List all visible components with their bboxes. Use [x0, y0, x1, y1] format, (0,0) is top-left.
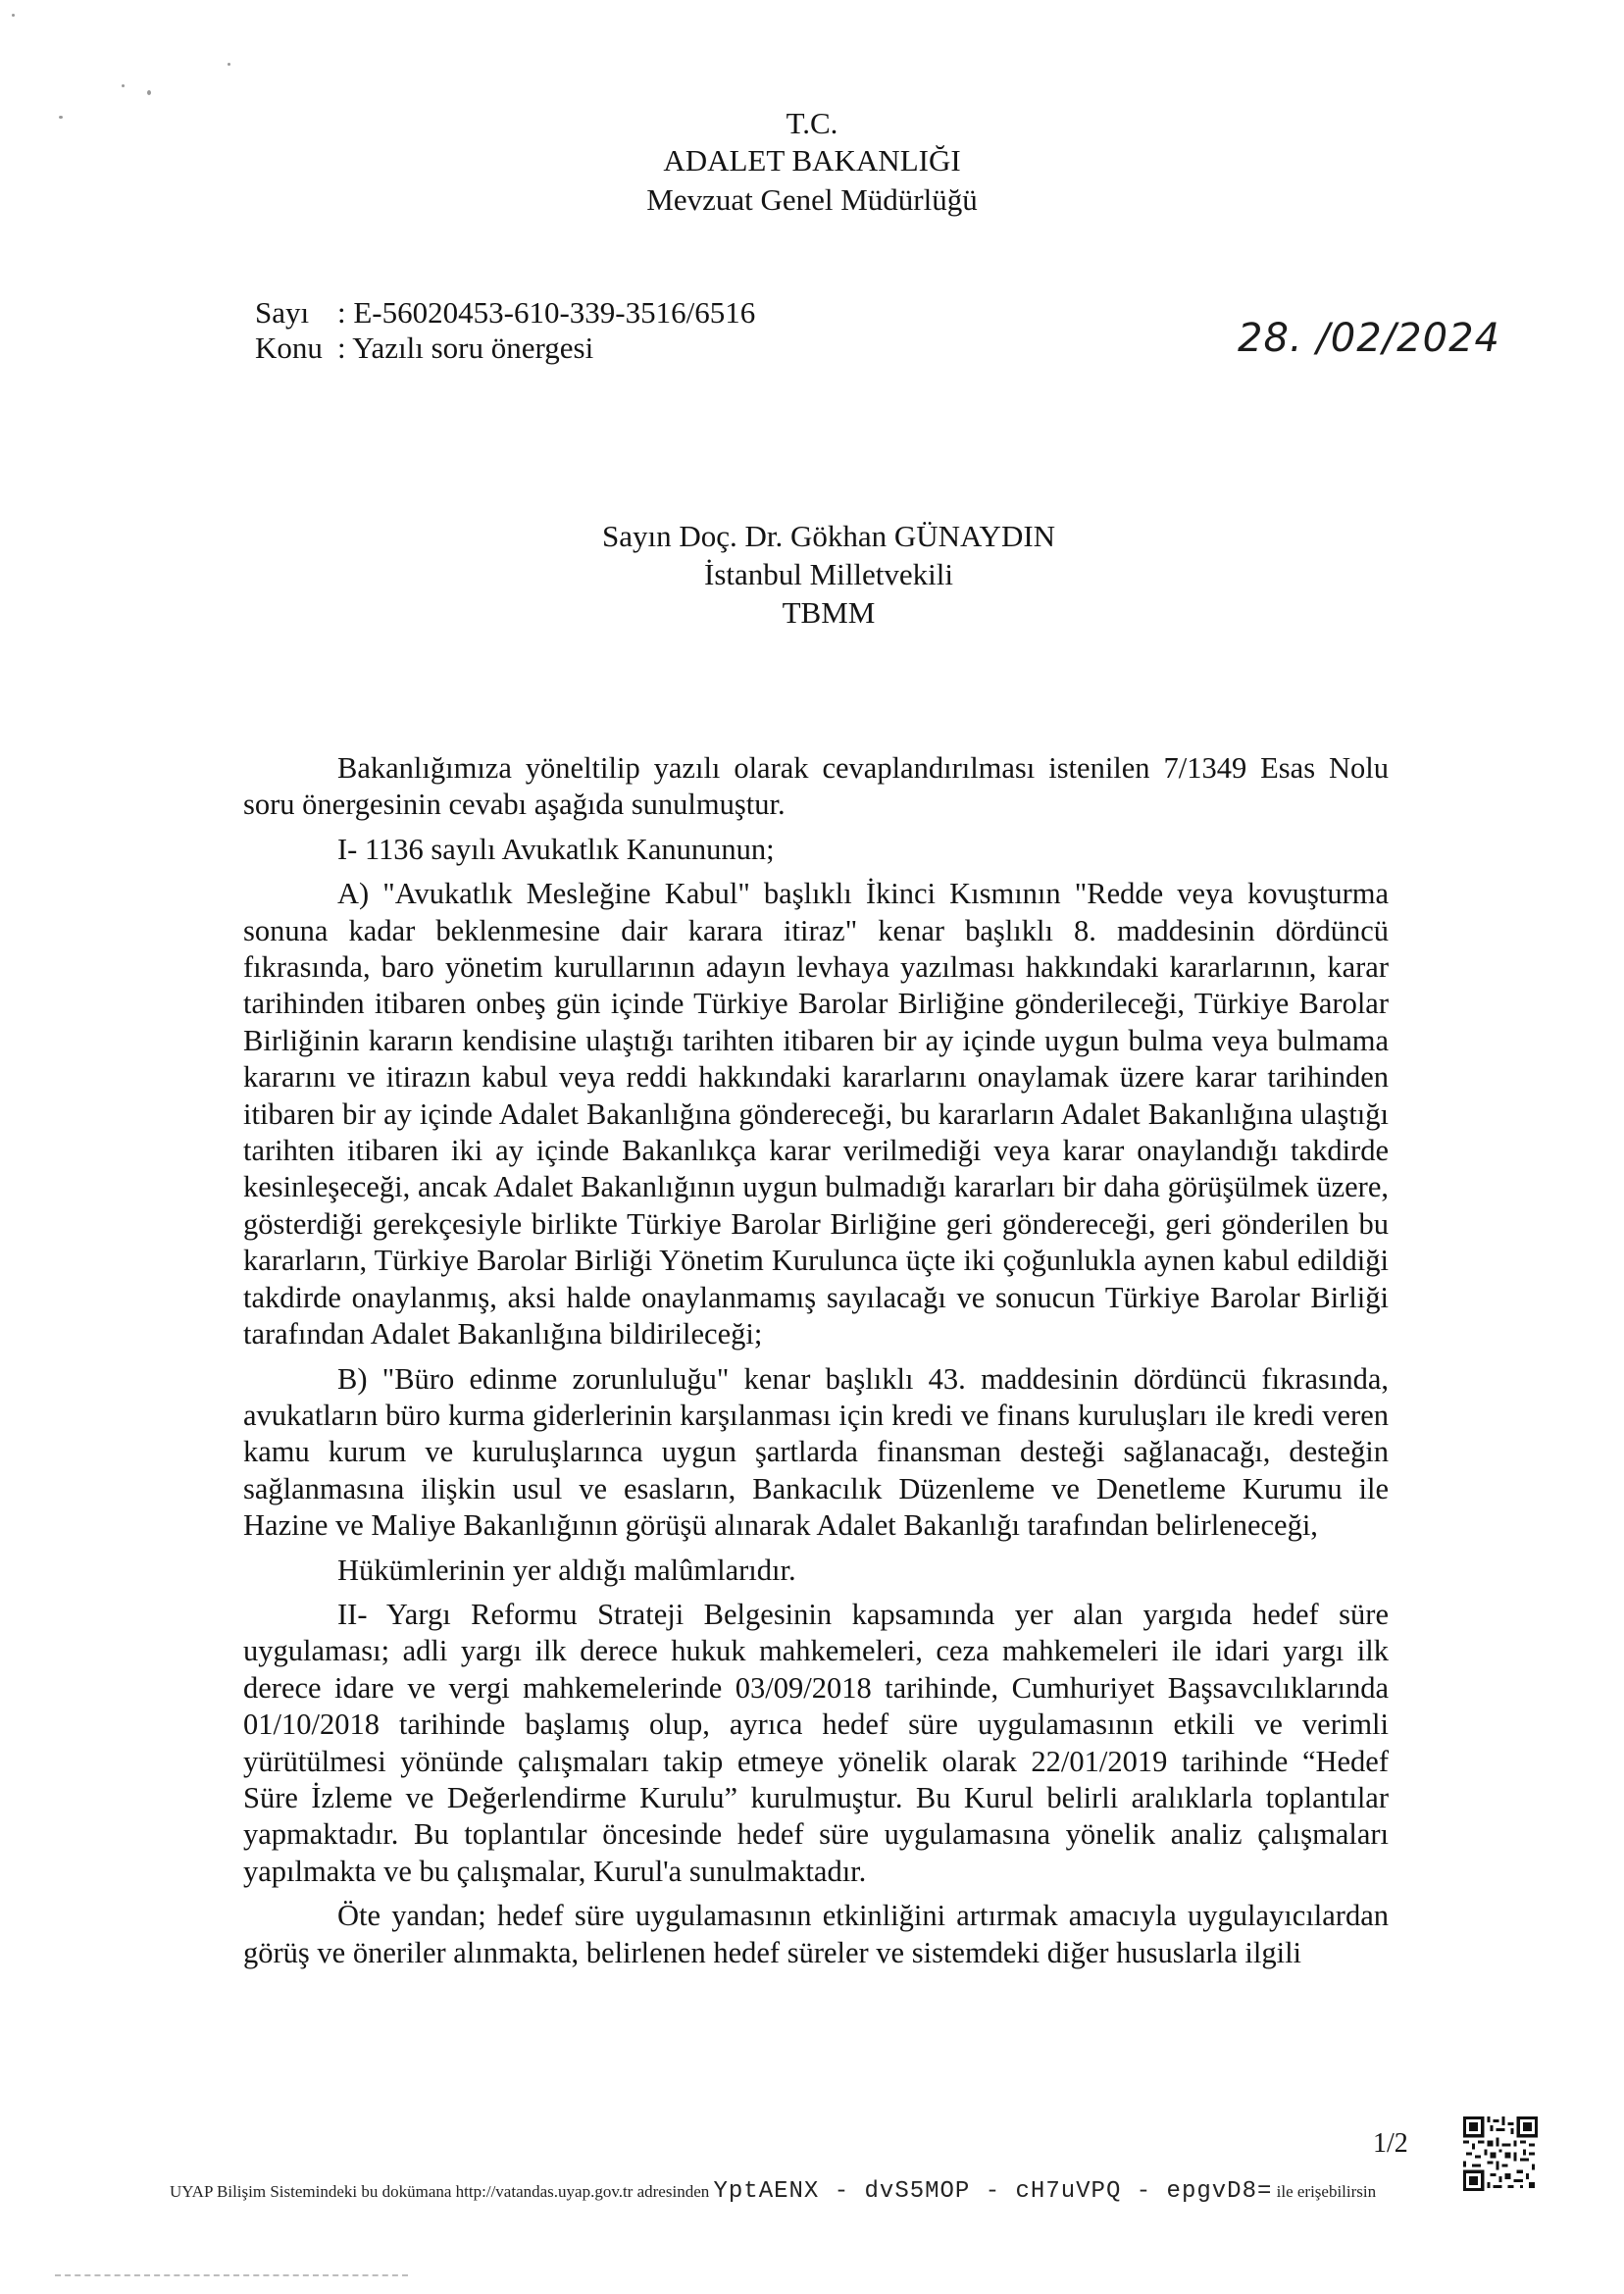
konu-value: : Yazılı soru önergesi [337, 331, 594, 365]
konu-label: Konu [255, 331, 323, 365]
scan-speck [228, 63, 230, 66]
letter-body [243, 750, 1389, 1979]
qr-code-icon [1463, 2116, 1538, 2196]
paragraph-closing: Hükümlerinin yer aldığı malûmlarıdır. [337, 1553, 796, 1587]
paragraph-intro: Bakanlığımıza yöneltilip yazılı olarak cevaplandırılması istenilen 7/1349 Esas Nolu soru önergesinin cevabı aşağıda sunulmuştur. [243, 751, 1389, 822]
scan-speck [59, 116, 63, 119]
paragraph-section-2: II- Yargı Reformu Strateji Belgesinin kapsamında yer alan yargıda hedef süre uygulaması; adli yargı ilk derece hukuk mahkemeleri, ceza mahkemeleri ile idari yargı ilk derece idare ve vergi mahkemelerinde 03/09/2018 tarihinde, Cumhuriyet Başsavcılıklarında 01/10/2018 tarihinde başlamış olup, ayrıca hedef süre uygulamasının etkili ve verimli yürütülmesi yönünde çalışmaları takip etmeye yönelik olarak 22/01/2019 tarihinde “Hedef Süre İzleme ve Değerlendirme Kurulu” kurulmuştur. Bu Kurul belirli aralıklarla toplantılar yapmaktadır. Bu toplantılar öncesinde hedef süre uygulamasına yönelik analiz çalışmaları yapılmakta ve bu çalışmalar, Kurul'a sunulmaktadır. [243, 1597, 1389, 1888]
addressee-name: Sayın Doç. Dr. Gökhan GÜNAYDIN [601, 519, 1056, 553]
verification-code: YptAENX - dvS5MOP - cH7uVPQ - epgvD8= [713, 2178, 1273, 2205]
paragraph-item-b: B) "Büro edinme zorunluluğu" kenar başlıklı 43. maddesinin dördüncü fıkrasında, avukatların büro kurma giderlerinin karşılanması için kredi ve finans kuruluşları ile kredi veren kamu kurum ve kuruluşlarınca uygun şartlarda finansman desteği sağlanacağı, desteğin sağlanmasına ilişkin usul ve esasların, Bankacılık Düzenleme ve Denetleme Kurumu ile Hazine ve Maliye Bakanlığının görüşü alınarak Adalet Bakanlığı tarafından belirleneceği, [243, 1361, 1389, 1543]
paragraph-item-a: A) "Avukatlık Mesleğine Kabul" başlıklı İkinci Kısmının "Redde veya kovuşturma sonuna kadar beklenmesine dair karara itiraz" kenar başlıklı 8. maddesinin dördüncü fıkrasında, baro yönetim kurullarının adayın levhaya yazılması hakkındaki kararlarının, karar tarihinden itibaren onbeş gün içinde Türkiye Barolar Birliğine gönderileceği, Türkiye Barolar Birliğinin kararın kendisine ulaştığı tarihten itibaren bir ay içinde uygun bulma veya bulmama kararını ve itirazın kabul veya reddi hakkındaki kararlarını onaylamak üzere karar tarihinden itibaren bir ay içinde Adalet Bakanlığına göndereceği, bu kararların Adalet Bakanlığına ulaştığı tarihten itibaren iki ay içinde Bakanlıkça karar verilmediği veya karar onaylandığı takdirde kesinleşeceği, ancak Adalet Bakanlığının uygun bulmadığı kararları bir daha görüşülmek üzere, gösterdiği gerekçesiyle birlikte Türkiye Barolar Birliğine geri göndereceği, geri gönderilen bu kararların, Türkiye Barolar Birliği Yönetim Kurulunca üçte iki çoğunlukla aynen kabul edildiği takdirde onaylanmış, aksi halde onaylanmamış sayılacağı ve sonucun Türkiye Barolar Birliği tarafından Adalet Bakanlığına bildirileceği; [243, 877, 1389, 1351]
page-number: 1/2 [1373, 2128, 1408, 2159]
paragraph-continuation: Öte yandan; hedef süre uygulamasının etkinliğini artırmak amacıyla uygulayıcılardan görüş ve öneriler alınmakta, belirlenen hedef süreler ve sistemdeki diğer hususlarla ilgili [243, 1899, 1389, 1969]
addressee-institution: TBMM [782, 595, 876, 630]
footer-verification [170, 2178, 1376, 2205]
scan-edge-line [55, 2274, 408, 2276]
footer-prefix: UYAP Bilişim Sistemindeki bu dokümana http://vatandas.uyap.gov.tr adresinden [170, 2182, 710, 2201]
footer-suffix: ile erişebilirsin [1276, 2182, 1377, 2201]
sayi-label: Sayı [255, 295, 310, 330]
header-ministry: ADALET BAKANLIĞI [663, 143, 961, 178]
paragraph-section-1: I- 1136 sayılı Avukatlık Kanununun; [337, 832, 775, 866]
scan-speck [122, 84, 125, 87]
sayi-value: : E-56020453-610-339-3516/6516 [337, 295, 756, 330]
addressee-title: İstanbul Milletvekili [704, 557, 953, 591]
scan-speck [147, 90, 151, 95]
meta-konu [255, 327, 593, 369]
header-directorate: Mevzuat Genel Müdürlüğü [646, 182, 978, 217]
header-tc: T.C. [786, 106, 838, 140]
handwritten-date: 28. /02/2024 [1238, 316, 1500, 361]
scan-speck [12, 14, 15, 17]
